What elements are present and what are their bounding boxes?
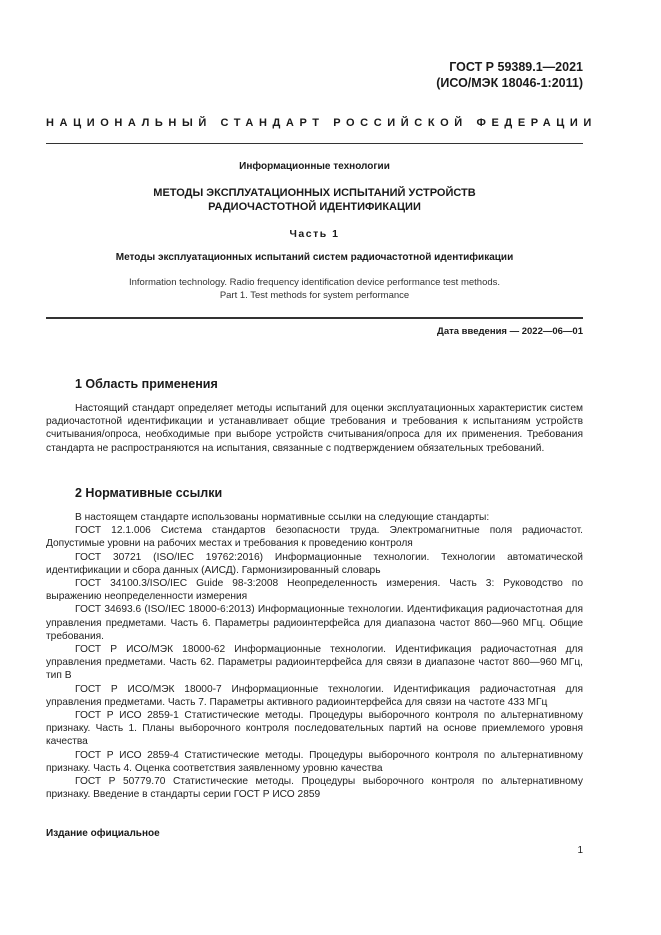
- standard-number: ГОСТ Р 59389.1—2021: [449, 60, 583, 74]
- section-2-body: [46, 511, 583, 801]
- part-subtitle: Методы эксплуатационных испытаний систем радиочастотной идентификации: [115, 252, 514, 263]
- section-1-body: [46, 402, 583, 455]
- english-title-line2: Part 1. Test methods for system performance: [219, 289, 410, 301]
- title-divider: [46, 317, 583, 319]
- document-title-line1: МЕТОДЫ ЭКСПЛУАТАЦИОННЫХ ИСПЫТАНИЙ УСТРОЙСТВ: [153, 187, 476, 199]
- page-number: 1: [577, 845, 583, 856]
- reference-item: ГОСТ Р ИСО/МЭК 18000-62 Информационные технологии. Идентификация радиочастотная для управления предметами. Часть 62. Параметры радиоинтерфейса для связи в диапазоне частот 860—960 МГц, тип В: [46, 644, 583, 682]
- official-edition-label: Издание официальное: [46, 828, 160, 839]
- reference-item: ГОСТ Р ИСО/МЭК 18000-7 Информационные технологии. Идентификация радиочастотная для управления предметами. Часть 7. Параметры активного радиоинтерфейса для связи на частоте 433 МГц: [46, 683, 583, 708]
- introduction-date: Дата введения — 2022—06—01: [437, 326, 583, 337]
- reference-item: ГОСТ Р 50779.70 Статистические методы. Процедуры выборочного контроля по альтернативному признаку. Введение в стандарты серии ГОСТ Р ИСО 2859: [46, 776, 583, 801]
- document-title: [46, 186, 583, 214]
- national-standard-heading: НАЦИОНАЛЬНЫЙ СТАНДАРТ РОССИЙСКОЙ ФЕДЕРАЦИИ: [46, 117, 597, 129]
- section-1-heading: 1 Область применения: [75, 377, 218, 391]
- reference-item: ГОСТ 12.1.006 Система стандартов безопасности труда. Электромагнитные поля радиочастот. Допустимые уровни на рабочих местах и требования к проведению контроля: [46, 525, 583, 550]
- english-title: [46, 277, 583, 302]
- document-title-line2: РАДИОЧАСТОТНОЙ ИДЕНТИФИКАЦИИ: [208, 201, 421, 213]
- reference-item: ГОСТ 34100.3/ISO/IEC Guide 98-3:2008 Неопределенность измерения. Часть 3: Руководство по выражению неопределенности измерения: [46, 578, 583, 603]
- section-2-paragraph: В настоящем стандарте использованы нормативные ссылки на следующие стандарты:: [75, 512, 490, 523]
- section-2-heading: 2 Нормативные ссылки: [75, 486, 223, 500]
- english-title-line1: Information technology. Radio frequency identification device performance test methods.: [128, 277, 501, 288]
- part-label: Часть 1: [289, 228, 340, 240]
- standard-number-block: [436, 59, 583, 91]
- reference-item: ГОСТ 34693.6 (ISO/IEC 18000-6:2013) Информационные технологии. Идентификация радиочастотная для управления предметами. Часть 6. Параметры радиоинтерфейса для диапазона частот 860—960 МГц. Общие требования.: [46, 604, 583, 642]
- reference-item: ГОСТ 30721 (ISO/IEC 19762:2016) Информационные технологии. Технологии автоматической идентификации и сбора данных (АИСД). Гармонизированный словарь: [46, 551, 583, 576]
- reference-item: ГОСТ Р ИСО 2859-4 Статистические методы. Процедуры выборочного контроля по альтернативному признаку. Часть 4. Оценка соответствия заявленному уровню качества: [46, 749, 583, 774]
- section-1-paragraph: Настоящий стандарт определяет методы испытаний для оценки эксплуатационных характеристик систем радиочастотной идентификации и устанавливает общие требования и требования к испытаниям устройств считывания/опроса, необходимые при выборе устройств считывания/опроса для их применения. Требования стандарта не распространяются на испытания, связанные с подтверждением обязательных требований.: [46, 403, 583, 454]
- field-title: Информационные технологии: [239, 161, 390, 172]
- iso-number: (ИСО/МЭК 18046-1:2011): [436, 76, 583, 90]
- reference-item: ГОСТ Р ИСО 2859-1 Статистические методы. Процедуры выборочного контроля по альтернативному признаку. Часть 1. Планы выборочного контроля последовательных партий на основе приемлемого уровня качества: [46, 710, 583, 748]
- header-divider: [46, 143, 583, 144]
